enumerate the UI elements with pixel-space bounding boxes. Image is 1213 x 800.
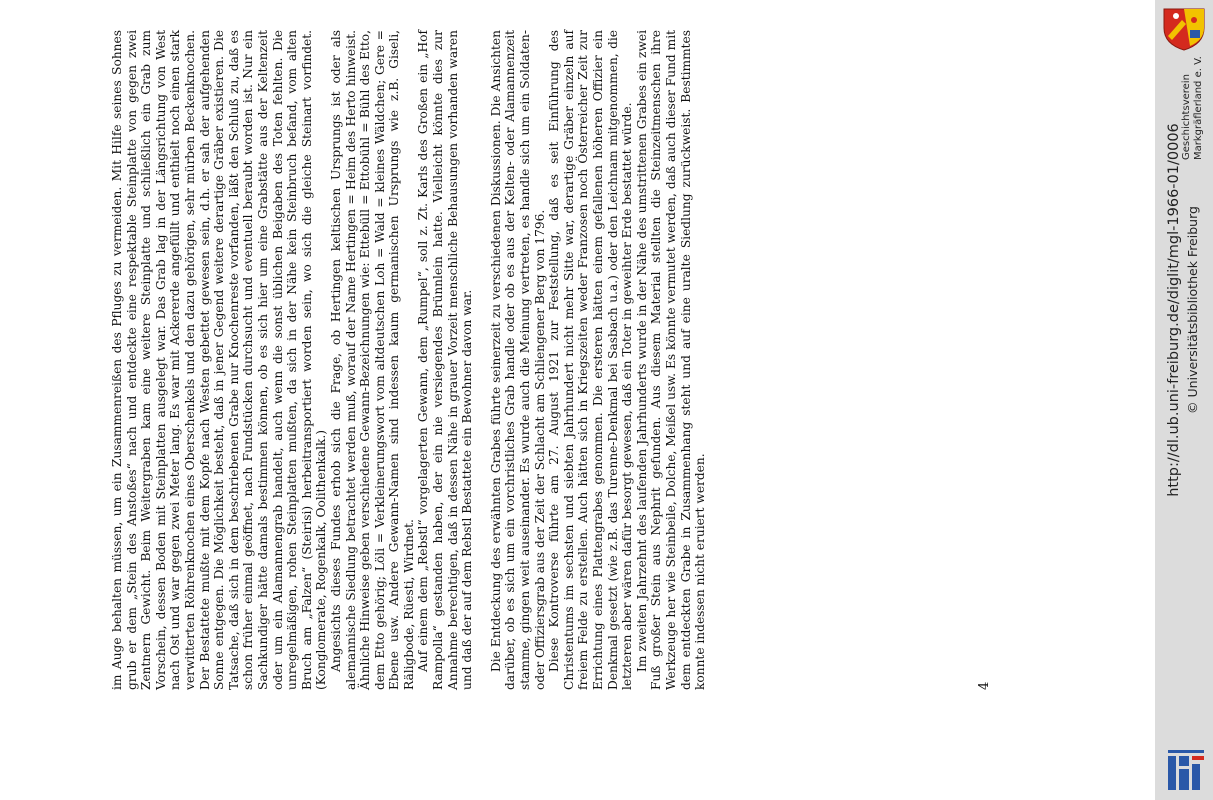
paragraph-2: Angesichts dieses Fundes erhob sich die Frage, ob Hertingen keltischen Ursprungs ist oder als alemannische Siedlung betrachtet werden muß, worauf der Name Hertingen = Heim des Herto hinweist. Ähnliche Hinweise geben verschiedene Gewann-Bezeichnungen wie: Ettebüll = Ettobühl = Bühl des Etto, dem Etto gehörig; Löli = Verkleinerungswort vom altdeutschen Loh = Wald = kleines Wäldchen; Gere = Ebene usw. Andere Gewann-Namen sind indessen kaum germanischen Ursprungs wie z.B. Giseli, Räligbode, Rüesti, Wirdnet. xyxy=(328,30,416,690)
document-page xyxy=(110,30,990,690)
paragraph-6: Im zweiten Jahrzehnt des laufenden Jahrhunderts wurde in der Nähe des umstrittenen Grabes ein zwei Fuß großer Stein aus Nephrit gefunden. Aus diesem Material stellten die Steinzeitmenschen ihre Werkzeuge her wie Steinbeile, Dolche, Meißel usw. Es könnte vermutet werden, daß auch dieser Fund mit dem entdeckten Grabe in Zusammenhang steht und auf eine uralte Siedlung zurückweist. Bestimmtes konnte indessen nicht eruiert werden. xyxy=(634,30,708,690)
paragraph-4: Die Entdeckung des erwähnten Grabes führte seinerzeit zu verschiedenen Diskussionen. Die Ansichten darüber, ob es sich um ein vorchristliches Grab handle oder ob es aus der Kelten- oder Alamannenzeit stamme, gingen weit auseinander. Es wurde auch die Meinung vertreten, es handle sich um ein Soldaten- oder Offiziersgrab aus der Zeit der Schlacht am Schliengener Berg von 1796. xyxy=(488,30,547,690)
source-url-link[interactable]: http://dl.ub.uni-freiburg.de/diglit/mgl-1966-01/0006 xyxy=(1166,123,1182,497)
paragraph-5: Diese Kontroverse führte am 27. August 1921 zur Feststellung, daß es seit Einführung des Christentums im sechsten und siebten Jahrhundert nicht mehr Sitte war, derartige Gräber einzeln auf freiem Felde zu erstellen. Auch hätten sich in Kriegszeiten weder Franzosen noch Österreicher Zeit zur Errichtung eines Plattengrabes genommen. Die ersteren hätten einem gefallenen höheren Offizier ein Denkmal gesetzt (wie z.B. das Turenne-Denkmal bei Sasbach u.a.) oder den Leichnam mitgenommen, die letzteren aber wären dafür besorgt gewesen, daß ein Toter in geweihter Erde bestattet würde. xyxy=(547,30,635,690)
society-line-2: Markgräflerland e. V. xyxy=(1193,56,1204,160)
page-number: 4 xyxy=(977,681,992,690)
paragraph-1: im Auge behalten müssen, um ein Zusammenreißen des Pfluges zu vermeiden. Mit Hilfe seines Sohnes grub er dem „Stein des Anstoßes“ nach und entdeckte eine respektable Steinplatte von gegen zwei Zentnern Gewicht. Beim Weitergraben kam eine weitere Steinplatte und schließlich ein Grab zum Vorschein, dessen Boden mit Steinplatten ausgelegt war. Das Grab lag in der Längsrichtung von West nach Ost und war gegen zwei Meter lang. Es war mit Ackererde angefüllt und enthielt noch einen stark verwitterten Röhrenknochen eines Oberschenkels und den dazu gehörigen, sehr mürben Beckenknochen. Der Bestattete mußte mit dem Kopfe nach Westen gebettet gewesen sein, d.h. er sah der aufgehenden Sonne entgegen. Die Möglichkeit besteht, daß in jener Gegend weitere derartige Gräber existieren. Die Tatsache, daß sich in dem beschriebenen Grabe nur Knochenreste vorfanden, läßt den Schluß zu, daß es schon früher einmal geöffnet, nach Fundstücken durchsucht und eventuell beraubt worden ist. Nur ein Sachkundiger hätte damals bestimmen können, ob es sich hier um eine Grabstätte aus der Keltenzeit oder um ein Alamannengrab handelt, auch wenn die sonst üblichen Beigaben des Toten fehlten. Die unregelmäßigen, rohen Steinplatten mußten, da sich in der Nähe kein Steinbruch befand, vom alten Bruch am „Falzen“ (Steirisi) herbeitransportiert worden sein, wo sich die gleiche Steinart vorfindet. (Konglomerate, Rogenkalk, Oolithenkalk.) xyxy=(110,30,329,690)
paragraph-3: Auf einem dem „Rebstl“ vorgelagerten Gewann, dem „Rumpel“, soll z. Zt. Karls des Großen ein „Hof Rampolla“ gestanden haben, der ein nie versiegendes Brünnlein hatte. Vielleicht könnte dies zur Annahme berechtigen, daß in dessen Nähe in grauer Vorzeit menschliche Behausungen vorhanden waren und daß der auf dem Rebstl Bestattete ein Bewohner davon war. xyxy=(416,30,475,690)
library-logo-icon xyxy=(1165,748,1207,794)
source-info xyxy=(1165,0,1201,620)
section-gap xyxy=(475,30,489,690)
copyright-text: © Universitätsbibliothek Freiburg xyxy=(1185,206,1200,414)
society-line-1: Geschichtsverein xyxy=(1181,74,1192,160)
